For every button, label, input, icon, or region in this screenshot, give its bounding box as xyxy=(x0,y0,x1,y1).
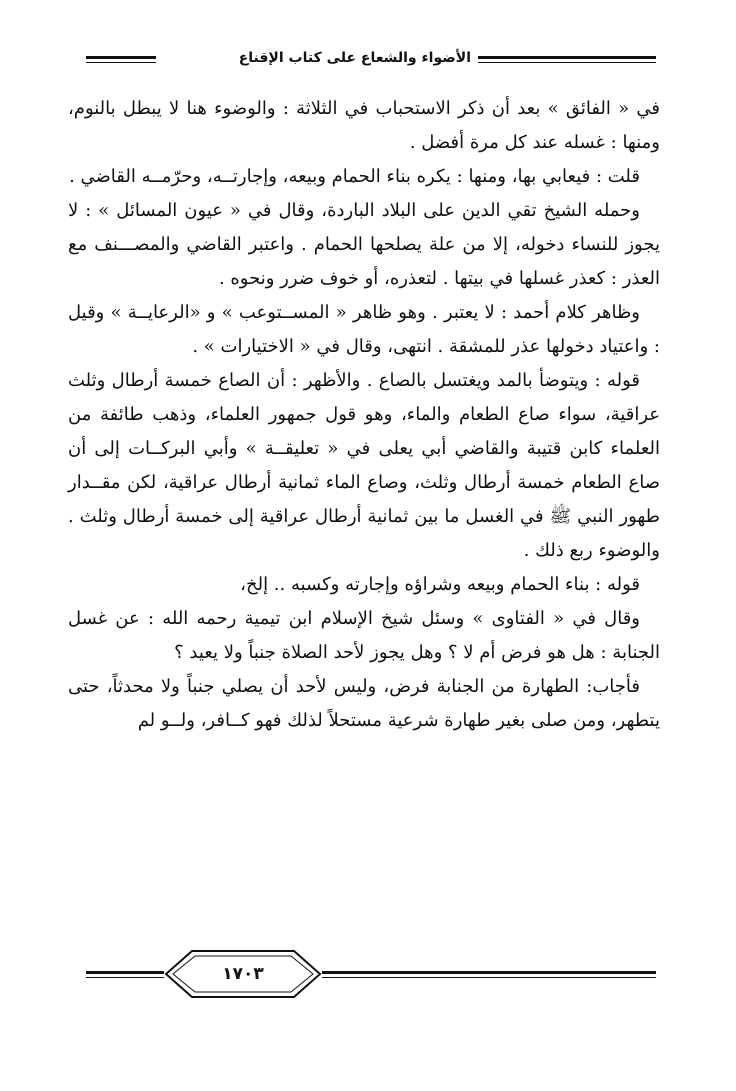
footer-rule-right xyxy=(322,970,656,980)
paragraph: قلت : فيعابي بها، ومنها : يكره بناء الحمام وبيعه، وإجارتــه، وحرّمــه القاضي . xyxy=(69,166,640,187)
paragraph: وظاهر كلام أحمد : لا يعتبر . وهو ظاهر « المســتوعب » و «الرعايــة » وقيل : واعتياد دخولها عذر للمشقة . انتهى، وقال في « الاختيارات » . xyxy=(68,302,660,357)
header-title: الأضواء والشعاع على كتاب الإقناع xyxy=(238,50,471,66)
paragraph: في « الفائق » بعد أن ذكر الاستحباب في الثلاثة : والوضوء هنا لا يبطل بالنوم، ومنها : غسله عند كل مرة أفضل . xyxy=(68,98,660,153)
paragraph: فأجاب: الطهارة من الجنابة فرض، وليس لأحد أن يصلي جنباً ولا محدثاً، حتى يتطهر، ومن صلى بغير طهارة شرعية مستحلاً لذلك فهو كــافر، ولــو لم xyxy=(68,676,660,731)
body-text xyxy=(68,92,660,738)
footer-rule-left xyxy=(86,970,164,980)
page-footer xyxy=(86,946,656,1002)
header-rule-left xyxy=(86,55,156,65)
page-header xyxy=(86,44,656,74)
paragraph: قوله : ويتوضأ بالمد ويغتسل بالصاع . والأظهر : أن الصاع خمسة أرطال وثلث عراقية، سواء صاع الطعام والماء، وهو قول جمهور العلماء، وذهب طائفة من العلماء كابن قتيبة والقاضي أبي يعلى في « تعليقــة » وأبي البركــات إلى أن صاع الطعام خمسة أرطال وثلث، وصاع الماء ثمانية أرطال عراقية، لكن مقــدار طهور النبي ﷺ في الغسل ما بين ثمانية أرطال عراقية إلى خمسة أرطال وثلث . والوضوء ربع ذلك . xyxy=(68,370,660,561)
page-number: ١٧٠٣ xyxy=(222,964,264,984)
page-number-frame xyxy=(164,948,322,1000)
paragraph: قوله : بناء الحمام وبيعه وشراؤه وإجارته وكسبه .. إلخ، xyxy=(240,574,640,595)
header-rule-right xyxy=(478,55,656,65)
paragraph: وحمله الشيخ تقي الدين على البلاد الباردة، وقال في « عيون المسائل » : لا يجوز للنساء دخوله، إلا من علة يصلحها الحمام . واعتبر القاضي والمصـــنف مع العذر : كعذر غسلها في بيتها . لتعذره، أو خوف ضرر ونحوه . xyxy=(68,200,660,289)
paragraph: وقال في « الفتاوى » وسئل شيخ الإسلام ابن تيمية رحمه الله : عن غسل الجنابة : هل هو فرض أم لا ؟ وهل يجوز لأحد الصلاة جنباً ولا يعيد ؟ xyxy=(68,608,660,663)
